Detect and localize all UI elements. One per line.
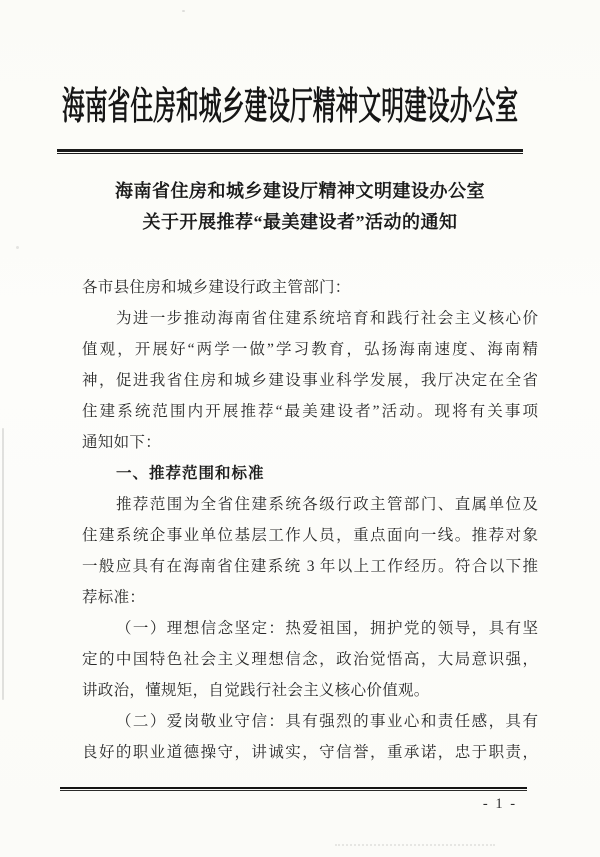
- letterhead-divider: [57, 149, 523, 154]
- footer-divider: [60, 787, 527, 791]
- body-line: 一般应具有在海南省住建系统 3 年以上工作经历。符合以下推: [82, 558, 538, 575]
- body-line-salutation: 各市县住房和城乡建设行政主管部门：: [82, 279, 351, 296]
- body-line: （二）爱岗敬业守信：具有强烈的事业心和责任感，具有: [116, 713, 538, 730]
- scan-artifact-edge-line: [2, 428, 4, 700]
- scan-artifact-dot: [182, 10, 185, 12]
- document-body: [82, 272, 538, 768]
- scan-artifact-speckles: [335, 844, 495, 848]
- letterhead-office-name: 海南省住房和城乡建设厅精神文明建设办公室: [62, 86, 519, 128]
- section-heading: 一、推荐范围和标准: [116, 465, 265, 482]
- body-line: 良好的职业道德操守，讲诚实，守信誉，重承诺，忠于职责，: [82, 744, 538, 761]
- body-line: 为进一步推动海南省住建系统培育和践行社会主义核心价: [116, 310, 538, 327]
- body-line: 通知如下：: [82, 434, 162, 451]
- page-number: - 1 -: [482, 796, 518, 812]
- body-line: 定的中国特色社会主义理想信念，政治觉悟高，大局意识强，: [82, 651, 538, 668]
- body-line: 值观，开展好“两学一做”学习教育，弘扬海南速度、海南精: [82, 341, 538, 358]
- document-title: [0, 176, 600, 238]
- body-line: 推荐范围为全省住建系统各级行政主管部门、直属单位及: [116, 496, 538, 513]
- document-title-line-2: 关于开展推荐“最美建设者”活动的通知: [142, 212, 458, 232]
- body-line: 神，促进我省住房和城乡建设事业科学发展，我厅决定在全省: [82, 372, 538, 389]
- body-line: 讲政治，懂规矩，自觉践行社会主义核心价值观。: [82, 682, 430, 699]
- body-line: 荐标准：: [82, 589, 146, 606]
- body-line: 住建系统范围内开展推荐“最美建设者”活动。现将有关事项: [82, 403, 538, 420]
- scan-artifact-dot: [16, 246, 19, 249]
- body-line: 住建系统企事业单位基层工作人员，重点面向一线。推荐对象: [82, 527, 538, 544]
- body-line: （一）理想信念坚定：热爱祖国，拥护党的领导，具有坚: [116, 620, 538, 637]
- document-title-line-1: 海南省住房和城乡建设厅精神文明建设办公室: [115, 181, 485, 201]
